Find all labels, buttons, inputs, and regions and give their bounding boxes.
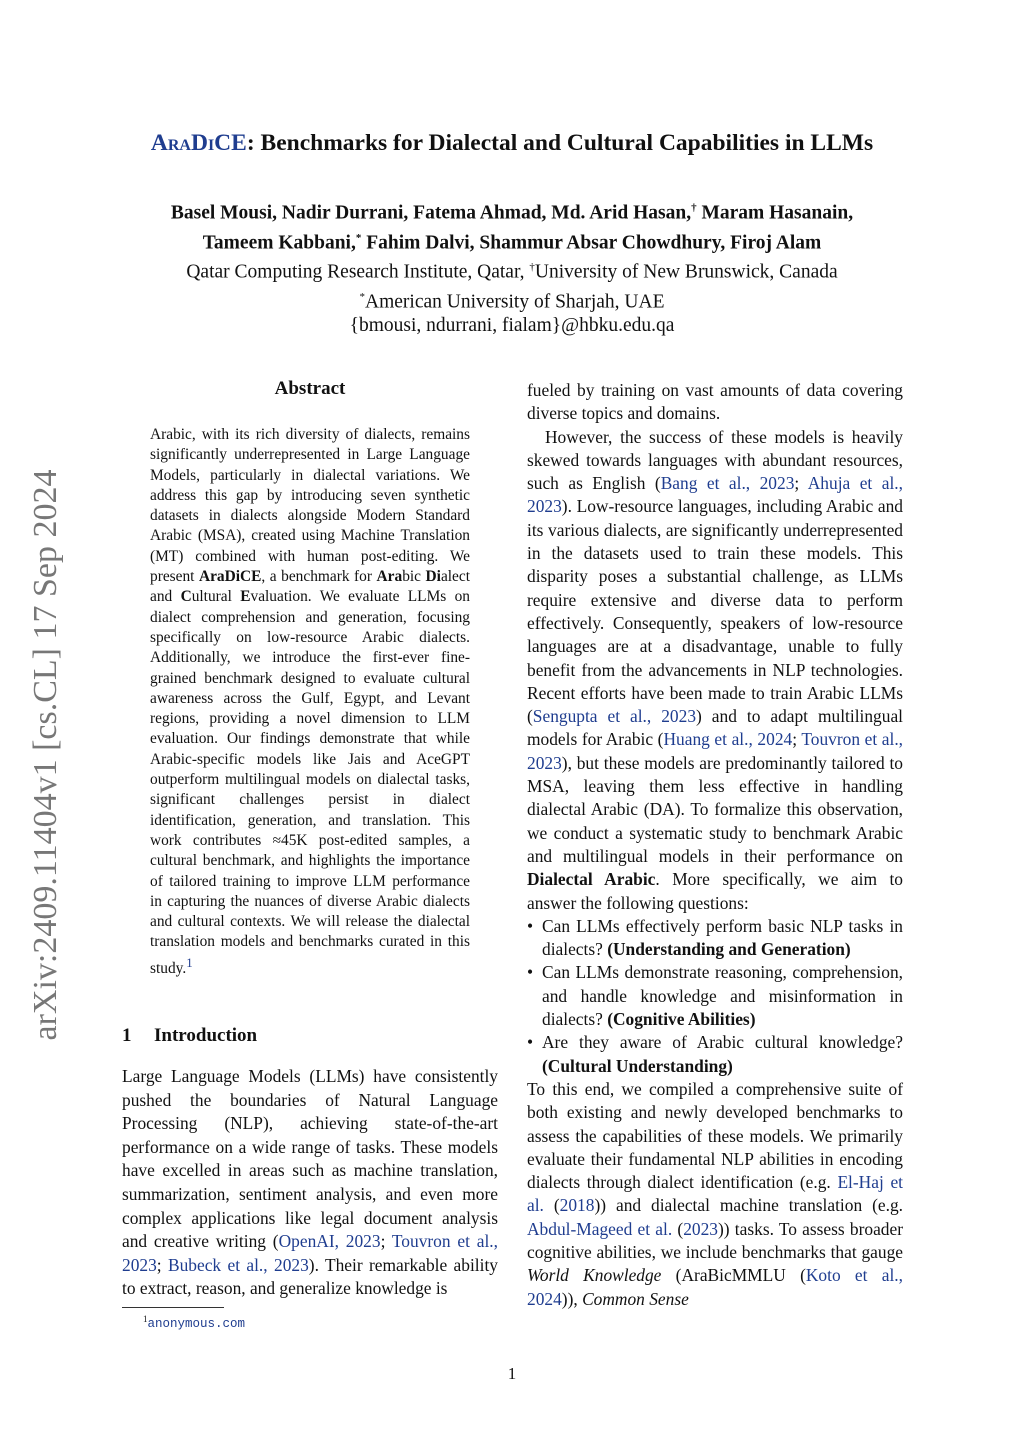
citation-separator: ;: [156, 1254, 168, 1275]
intro-text: )) and dialectal machine translation (e.g.: [594, 1195, 904, 1216]
citation-link[interactable]: Bubeck et al., 2023: [167, 1254, 309, 1275]
footnote-divider: [122, 1307, 224, 1308]
author-mark-dagger: †: [691, 202, 697, 214]
page-number: 1: [507, 1364, 517, 1383]
title-rest: : Benchmarks for Dialectal and Cultural Capabilities in LLMs: [246, 130, 874, 156]
citation-link[interactable]: El-Haj et al.: [527, 1172, 903, 1216]
acronym-bic: bic: [402, 568, 426, 586]
affiliation-qcri: Qatar Computing Research Institute, Qatar,: [186, 261, 530, 283]
citation-separator: ;: [792, 729, 802, 750]
citation-link[interactable]: Touvron et al., 2023: [527, 729, 904, 773]
intro-text: )) tasks. To assess broader cognitive abilities, we include benchmarks that gauge: [527, 1218, 904, 1262]
section-heading-introduction: [122, 1025, 257, 1047]
section-title: Introduction: [154, 1025, 258, 1046]
emphasis-world-knowledge: World Knowledge: [527, 1265, 662, 1286]
authors-2b: Fahim Dalvi, Shammur Absar Chowdhury, Firoj Alam: [361, 232, 822, 253]
paragraph: [527, 426, 903, 915]
intro-text: ), but these models are predominantly tailored to MSA, leaving them less effective in handling dialectal Arabic (DA). To formalize this observation, we conduct a systematic study to benchmark Arabic and multilingual models in their performance on: [527, 752, 903, 866]
citation-link[interactable]: Koto et al., 2024: [527, 1265, 903, 1309]
footnote: [143, 1314, 245, 1331]
author-line-2: [0, 226, 1024, 256]
intro-text-left-a: Large Language Models (LLMs) have consistently pushed the boundaries of Natural Language Processing (NLP), achieving state-of-the-art performance on a wide range of tasks. These models have excelled in areas such as machine translation, summarization, sentiment analysis, and even more complex applications like legal document analysis and creative writing (: [122, 1066, 498, 1252]
citation-link[interactable]: Touvron et al., 2023: [122, 1231, 498, 1275]
paragraph: [527, 1078, 903, 1311]
emphasis-dialectal-arabic: Dialectal Arabic: [527, 869, 656, 890]
intro-left-column: [122, 1065, 498, 1301]
acronym-ara: Ara: [376, 568, 403, 586]
acronym-alect: alect and: [150, 568, 470, 606]
question-text: Can LLMs demonstrate reasoning, comprehension, and handle knowledge and misinformation in dialects?: [542, 962, 903, 1030]
intro-text-left-b: ). Their remarkable ability to extract, reason, and generalize knowledge is: [122, 1254, 498, 1299]
abstract-text-1: Arabic, with its rich diversity of dialects, remains significantly underrepresented in Large Language Models, particularly in dialectal variations. We address this gap by introducing seven synthetic datasets in dialects alongside Modern Standard Arabic (MSA), created using Machine Translation (MT) combined with human post-editing. We present: [150, 426, 470, 586]
acronym-di: Di: [425, 568, 441, 586]
arxiv-id: arXiv:2409.11404v1 [cs.CL] 17 Sep 2024: [27, 469, 64, 1041]
intro-text: ). Low-resource languages, including Arabic and its various dialects, are significantly underrepresented in the datasets used to train these models. This disparity poses a substantial challenge, as LLMs require extensive and diverse data to perform effectively. Consequently, speakers of low-resource languages are at a disadvantage, unable to fully benefit from the advancements in NLP technologies. Recent efforts have been made to train Arabic LLMs (: [527, 496, 903, 727]
emphasis-common-sense: Common Sense: [582, 1288, 689, 1309]
question-text: Can LLMs effectively perform basic NLP tasks in dialects?: [542, 915, 903, 960]
acronym-c: C: [180, 588, 192, 606]
authors-2a: Tameem Kabbani,: [202, 232, 356, 253]
affiliation-unb: University of New Brunswick, Canada: [534, 261, 838, 283]
arxiv-watermark: [24, 450, 68, 1060]
intro-right-column: [527, 379, 903, 1311]
acronym-ultural: ultural: [191, 588, 241, 606]
citation-link[interactable]: Bang et al., 2023: [660, 473, 795, 494]
abstract-text-3: valuation. We evaluate LLMs on dialect comprehension and generation, focusing specifically on low-resource Arabic dialects. Additionally, we introduce the first-ever fine-grained benchmark designed to evaluate cultural awareness across the Gulf, Egypt, and Levant regions, providing a novel dimension to LLM evaluation. Our findings demonstrate that while Arabic-specific models like Jais and AceGPT outperform multilingual models on dialectal tasks, significant challenges persist in dialect identification, generation, and translation. This work contributes ≈45K post-edited samples, a cultural benchmark, and highlights the importance of tailored training to improve LLM performance in capturing the nuances of diverse Arabic dialects and cultural contexts. We will release the dialectal translation models and benchmarks curated in this study.: [150, 588, 470, 977]
authors-1b: Maram Hasanain,: [696, 202, 854, 224]
footnote-url[interactable]: anonymous.com: [147, 1317, 246, 1332]
paragraph: [527, 379, 903, 426]
intro-text: (AraBicMMLU (: [661, 1265, 806, 1286]
author-line-1: [0, 196, 1024, 226]
affil-mark-star: *: [359, 290, 366, 303]
list-item: [527, 915, 903, 962]
intro-text-right-1: fueled by training on vast amounts of data covering diverse topics and domains.: [527, 380, 903, 424]
citation-link[interactable]: Huang et al., 2024: [663, 729, 793, 750]
question-tag: (Cognitive Abilities): [607, 1009, 756, 1030]
research-questions-list: [527, 915, 903, 1078]
question-tag: (Understanding and Generation): [607, 939, 851, 960]
intro-text: However, the success of these models is heavily skewed towards languages with abundant resources, such as English (: [527, 426, 903, 494]
citation-link[interactable]: OpenAI, 2023: [278, 1231, 381, 1252]
list-item: [527, 961, 903, 1031]
affiliation-line-1: [0, 255, 1024, 285]
author-emails: {bmousi, ndurrani, fialam}@hbku.edu.qa: [349, 315, 675, 336]
affil-mark-dagger: †: [529, 261, 535, 273]
citation-separator: (: [543, 1195, 560, 1216]
citation-separator: ;: [794, 473, 808, 494]
author-block: [0, 196, 1024, 338]
abstract-name: AraDiCE: [198, 568, 262, 586]
title-name: AraDiCE: [150, 130, 247, 156]
list-item: [527, 1031, 903, 1078]
section-number: 1: [122, 1025, 132, 1046]
intro-text: ) and to adapt multilingual models for Arabic (: [527, 706, 904, 750]
question-text: Are they aware of Arabic cultural knowledge?: [542, 1032, 903, 1053]
abstract-body: [150, 425, 470, 979]
acronym-e: E: [240, 588, 251, 606]
abstract-text-2: , a benchmark for: [261, 568, 377, 586]
citation-link[interactable]: Sengupta et al., 2023: [532, 706, 697, 727]
authors-1a: Basel Mousi, Nadir Durrani, Fatema Ahmad, Md. Arid Hasan,: [170, 202, 692, 224]
affiliation-aus: American University of Sharjah, UAE: [365, 291, 665, 312]
citation-link[interactable]: Ahuja et al., 2023: [527, 473, 903, 517]
citation-separator: ;: [380, 1231, 392, 1252]
citation-link[interactable]: Abdul-Mageed et al.: [527, 1218, 673, 1239]
citation-link[interactable]: 2023: [683, 1218, 718, 1239]
author-mark-star: *: [355, 231, 362, 244]
footnote-link[interactable]: 1: [186, 955, 193, 970]
affiliation-line-2: [0, 285, 1024, 315]
citation-link[interactable]: 2018: [559, 1195, 595, 1216]
intro-text: To this end, we compiled a comprehensive suite of both existing and newly developed benchmarks to assess the capabilities of these models. We primarily evaluate their fundamental NLP abilities in encoding dialects through dialect identification (e.g.: [527, 1078, 903, 1193]
footnote-mark: 1: [143, 1314, 148, 1324]
intro-text: . More specifically, we aim to answer the following questions:: [527, 869, 903, 913]
intro-text: )),: [561, 1288, 583, 1309]
question-tag: (Cultural Understanding): [542, 1055, 733, 1076]
paper-title: [0, 130, 1024, 157]
citation-separator: (: [672, 1218, 684, 1239]
abstract-heading: Abstract: [274, 378, 346, 399]
